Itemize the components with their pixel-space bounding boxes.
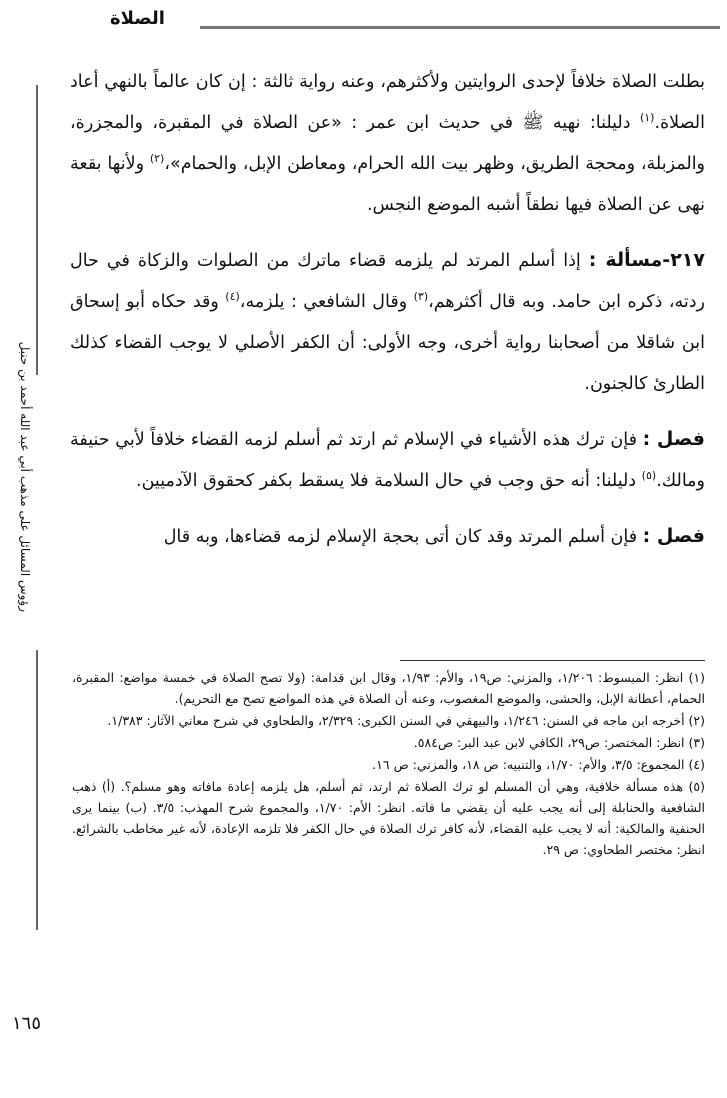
page-number: ١٦٥: [12, 1013, 42, 1034]
issue-heading: ٢١٧-مسألة :: [588, 249, 705, 271]
footnote-ref-3[interactable]: (٣): [413, 290, 429, 304]
main-text: [70, 62, 705, 572]
paragraph-1-body-2: دليلنا: نهيه ﷺ في حديث ابن عمر : «عن الصلاة في المقبرة، والمجزرة، والمزبلة، ومحجة الطريق، وظهر بيت الله الحرام، ومعاطن الإبل، والحمام»،: [70, 113, 706, 174]
footnote-separator: [400, 660, 705, 661]
paragraph-2-body-3: وقد حكاه أبو إسحاق ابن شاقلا من أصحابنا رواية أخرى، وجه الأولى: أن الكفر الأصلي لا يوجب القضاء كذلك الطارئ كالجنون.: [70, 292, 705, 394]
paragraph-1: [70, 62, 705, 226]
footnote-ref-4[interactable]: (٤): [225, 290, 240, 304]
footnote-1: (١) انظر: المبسوط: ١/٢٠٦، والمزني: ص١٩، والأم: ١/٩٣، وقال ابن قدامة: (ولا تصح الصلاة في خمسة مواضع: المقبرة، الحمام، أعطانة الإبل، والحشى، والموضع المغصوب، وعنه أن الصلاة في هذه المواضع تصح مع التحريم).: [72, 670, 705, 706]
side-caption: رؤوس المسائل على مذهب أبي عبد الله أحمد بن حنبل: [18, 341, 32, 612]
footnote-3: (٣) انظر: المختصر: ص٢٩، الكافي لابن عبد البر: ص٥٨٤.: [413, 735, 705, 750]
header-rule: [200, 26, 720, 29]
paragraph-3: [70, 419, 705, 502]
footnote-4: (٤) المجموع: ٣/٥، والأم: ١/٧٠، والتنبيه: ص ١٨، والمزني: ص ١٦.: [372, 757, 705, 772]
paragraph-4-body: فإن أسلم المرتد وقد كان أتى بحجة الإسلام لزمه قضاءها، وبه قال: [163, 527, 643, 547]
paragraph-4: [70, 516, 705, 558]
footnote-ref-2[interactable]: (٢): [149, 152, 165, 166]
paragraph-3-body: فإن ترك هذه الأشياء في الإسلام ثم ارتد ثم أسلم لزمه القضاء خلافاً لأبي حنيفة ومالك.: [70, 430, 705, 491]
footnote-ref-5[interactable]: (٥): [641, 469, 657, 483]
footnotes: [72, 667, 705, 861]
paragraph-3-body-2: دليلنا: أنه حق وجب في حال السلامة فلا يسقط بكفر كحقوق الآدميين.: [136, 471, 642, 491]
side-rule-top: [36, 85, 38, 375]
paragraph-2: [70, 240, 705, 405]
footnote-2: (٢) أخرجه ابن ماجه في السنن: ١/٢٤٦، والبيهقي في السنن الكبرى: ٢/٣٢٩، والطحاوي في شرح معاني الآثار: ١/٣٨٣.: [107, 713, 705, 728]
footnote-ref-1[interactable]: (١): [639, 111, 655, 125]
paragraph-1-body-3: ولأنها بقعة نهى عن الصلاة فيها نطقاً أشبه الموضع النجس.: [70, 154, 705, 215]
side-rule-bottom: [36, 650, 38, 930]
footnote-5: (٥) هذه مسألة خلافية، وهي أن المسلم لو ترك الصلاة ثم ارتد، ثم أسلم، هل يلزمه إعادة مافاته وهو مسلم؟. (أ) ذهب الشافعية والحنابلة إلى أنه يجب عليه أن يقضي ما فاته. انظر: الأم: ١/٧٠، والمجموع شرح المهذب: ٣/٥. (ب) بينما يرى الحنفية والمالكية: أنه لا يجب عليه القضاء، لأنه كافر ترك الصلاة في حال الكفر فلا تلزمه الإعادة، لأنه غير مخاطب بالشرائع. انظر: مختصر الطحاوي: ص ٢٩.: [72, 779, 705, 857]
section-heading-1: فصل :: [642, 428, 705, 450]
page-title: الصلاة: [110, 8, 165, 29]
section-heading-2: فصل :: [642, 525, 705, 547]
paragraph-1-body: بطلت الصلاة خلافاً لإحدى الروايتين ولأكثرهم، وعنه رواية ثالثة : إن كان عالماً بالنهي أعاد الصلاة.: [70, 72, 705, 133]
paragraph-2-body: إذا أسلم المرتد لم يلزمه قضاء ماترك من الصلوات والزكاة في حال ردته، ذكره ابن حامد. وبه قال أكثرهم،: [70, 251, 705, 312]
paragraph-2-body-2: وقال الشافعي : يلزمه،: [239, 292, 414, 312]
